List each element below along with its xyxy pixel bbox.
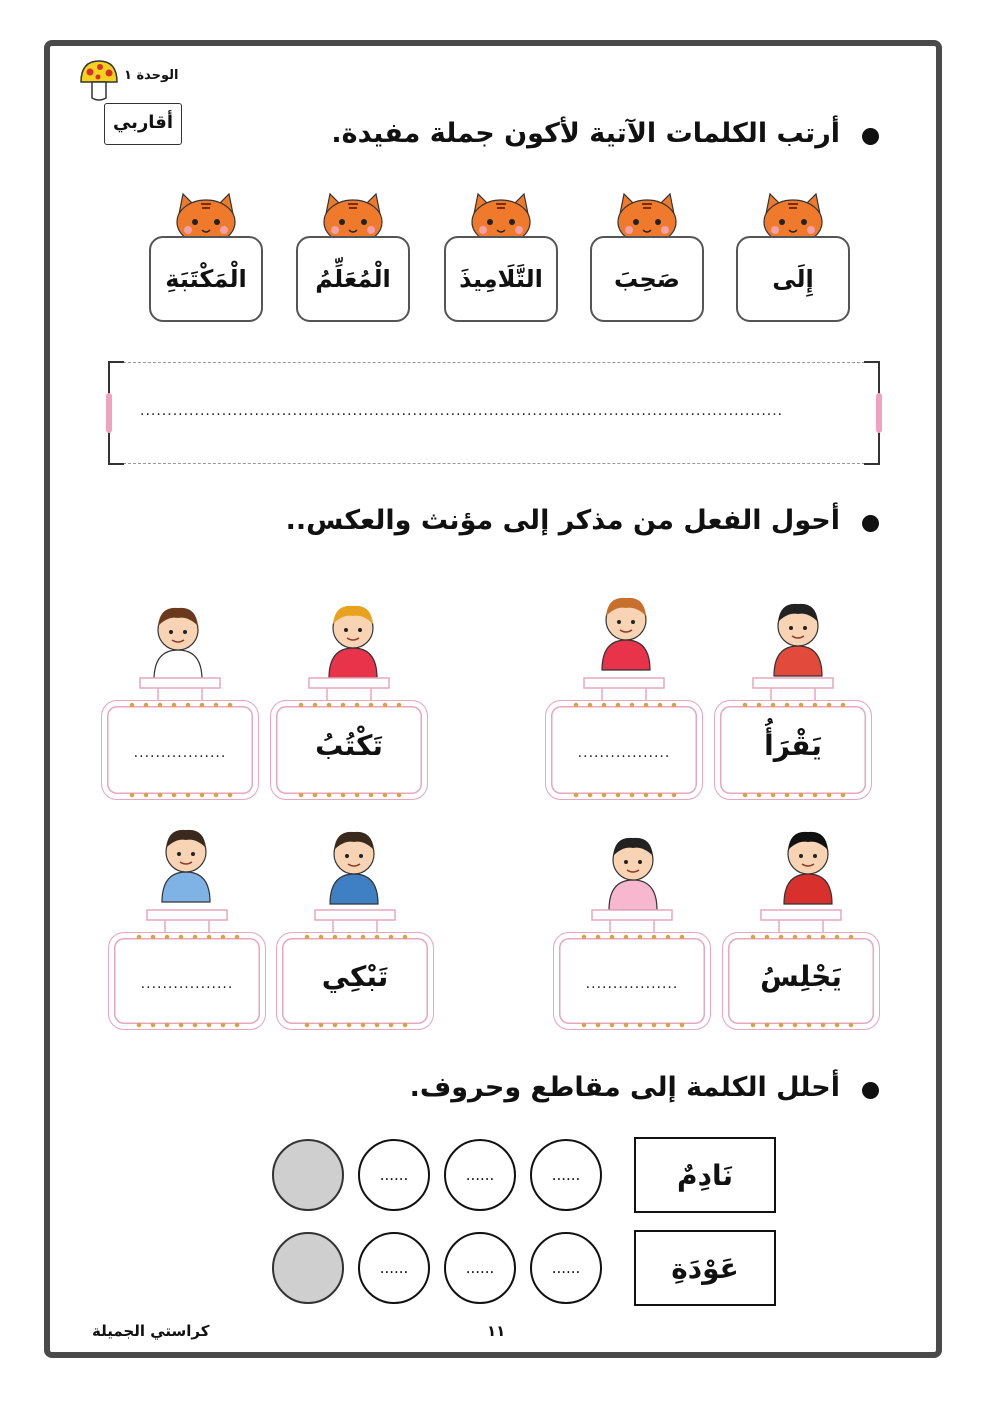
bead-border: [300, 934, 410, 940]
bead-border: [738, 792, 848, 798]
bead-border: [300, 1022, 410, 1028]
boy-sitting-figure: [770, 826, 846, 912]
shaded-circle: [272, 1139, 344, 1211]
verb-card: [722, 932, 880, 1030]
bead-border: [125, 792, 235, 798]
verb-word: يَجْلِسُ: [760, 960, 842, 993]
verb-answer-dots: .................: [577, 745, 671, 761]
verb-word: يَقْرَأُ: [764, 729, 822, 762]
bead-border: [738, 702, 848, 708]
bead-border: [577, 1022, 687, 1028]
bead-border: [132, 1022, 242, 1028]
boy-reading-figure: [760, 598, 836, 684]
verb-answer-dots: .................: [585, 976, 679, 992]
bullet-icon: [862, 128, 879, 145]
bead-border: [577, 934, 687, 940]
verb-answer-card[interactable]: [545, 700, 703, 800]
verb-answer-dots: .................: [133, 745, 227, 761]
bullet-icon: [862, 515, 879, 532]
verb-word: تَبْكِي: [321, 960, 389, 993]
answer-line-box: [108, 362, 880, 464]
boy-crying-figure: [148, 824, 224, 910]
verb-card: [276, 932, 434, 1030]
syllable-circle[interactable]: ......: [358, 1139, 430, 1211]
syllable-circle[interactable]: ......: [358, 1232, 430, 1304]
syllable-circle[interactable]: ......: [444, 1139, 516, 1211]
bullet-icon: [862, 1082, 879, 1099]
bead-border: [125, 702, 235, 708]
word-card[interactable]: التَّلَامِيذَ: [444, 236, 558, 322]
syllable-circle[interactable]: ......: [444, 1232, 516, 1304]
girl-sitting-figure: [595, 832, 671, 918]
verb-answer-card[interactable]: [101, 700, 259, 800]
girl-crying-figure: [316, 826, 392, 912]
word-card[interactable]: الْمُعَلِّمُ: [296, 236, 410, 322]
mushroom-icon: [78, 58, 120, 108]
chapter-title: أقاربي: [104, 103, 182, 145]
section1-instruction: أرتب الكلمات الآتية لأكون جملة مفيدة.: [331, 118, 840, 149]
shaded-circle: [272, 1232, 344, 1304]
girl-writing-figure: [315, 600, 391, 686]
bead-border: [746, 1022, 856, 1028]
verb-word: تَكْتُبُ: [315, 729, 383, 762]
bead-border: [746, 934, 856, 940]
syllable-circle[interactable]: ......: [530, 1232, 602, 1304]
word-card[interactable]: الْمَكْتَبَةِ: [149, 236, 263, 322]
analysis-word-box: نَادِمٌ: [634, 1137, 776, 1213]
unit-label: الوحدة ١: [124, 68, 179, 83]
bead-border: [294, 702, 404, 708]
brand-name: كراستي الجميلة: [92, 1322, 210, 1340]
word-card[interactable]: صَحِبَ: [590, 236, 704, 322]
syllable-circle[interactable]: ......: [530, 1139, 602, 1211]
section3-instruction: أحلل الكلمة إلى مقاطع وحروف.: [409, 1072, 840, 1103]
word-card[interactable]: إِلَى: [736, 236, 850, 322]
bead-border: [132, 934, 242, 940]
verb-card: [270, 700, 428, 800]
answer-dots: ......................................................................................................................: [140, 403, 784, 419]
verb-answer-dots: .................: [140, 976, 234, 992]
bead-border: [569, 792, 679, 798]
page-number: ١١: [487, 1322, 506, 1340]
verb-answer-card[interactable]: [553, 932, 711, 1030]
bead-border: [294, 792, 404, 798]
analysis-word-box: عَوْدَةِ: [634, 1230, 776, 1306]
bead-border: [569, 702, 679, 708]
verb-card: [714, 700, 872, 800]
verb-answer-card[interactable]: [108, 932, 266, 1030]
section2-instruction: أحول الفعل من مذكر إلى مؤنث والعكس..: [285, 505, 840, 536]
girl-reading-figure: [588, 592, 664, 678]
